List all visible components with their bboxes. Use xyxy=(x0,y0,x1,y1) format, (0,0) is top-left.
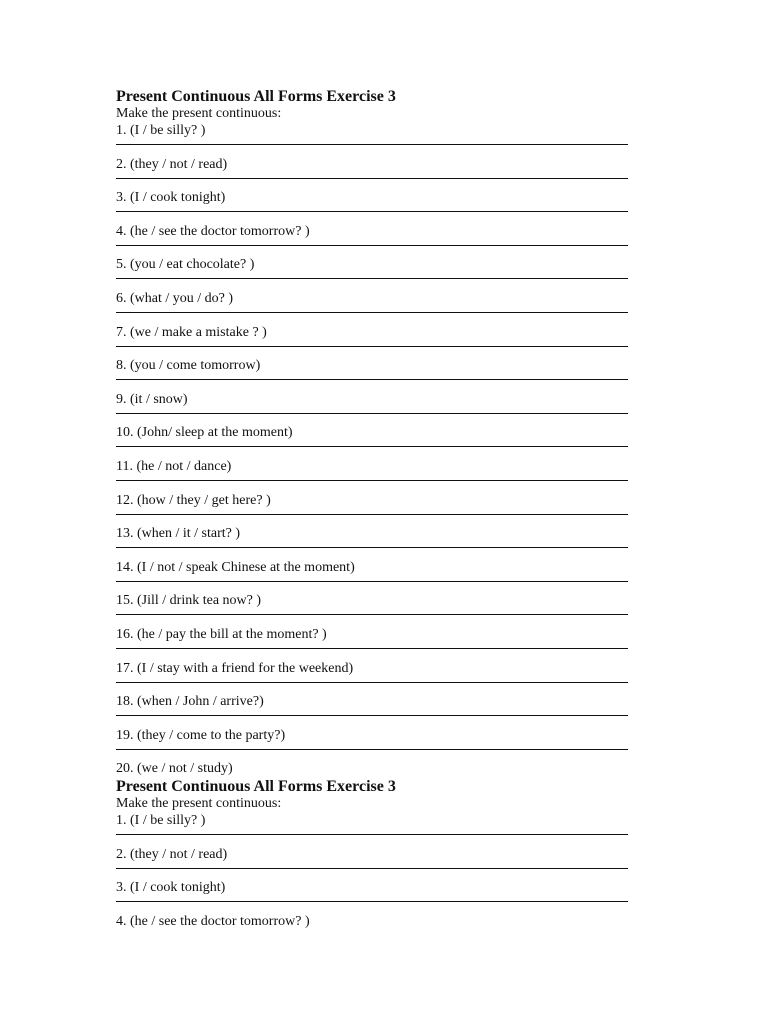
answer-line[interactable] xyxy=(116,514,628,515)
exercise-prompt: 16. (he / pay the bill at the moment? ) xyxy=(116,626,327,642)
worksheet-section-repeat xyxy=(116,778,628,931)
exercise-prompt: 17. (I / stay with a friend for the weekend) xyxy=(116,660,354,676)
exercise-prompt: 11. (he / not / dance) xyxy=(116,458,232,474)
exercise-item xyxy=(116,391,628,425)
exercise-item xyxy=(116,122,628,156)
answer-line[interactable] xyxy=(116,480,628,481)
answer-line[interactable] xyxy=(116,547,628,548)
exercise-prompt: 20. (we / not / study) xyxy=(116,761,233,777)
answer-line[interactable] xyxy=(116,581,628,582)
exercise-item xyxy=(116,525,628,559)
exercise-item xyxy=(116,256,628,290)
exercise-prompt: 9. (it / snow) xyxy=(116,391,188,407)
exercise-item xyxy=(116,660,628,694)
worksheet-section xyxy=(116,88,628,778)
answer-line[interactable] xyxy=(116,346,628,347)
exercise-prompt: 5. (you / eat chocolate? ) xyxy=(116,257,255,273)
exercise-item xyxy=(116,913,628,931)
exercise-item xyxy=(116,424,628,458)
exercise-item xyxy=(116,559,628,593)
exercise-prompt: 14. (I / not / speak Chinese at the moment) xyxy=(116,559,355,575)
answer-line[interactable] xyxy=(116,446,628,447)
answer-line[interactable] xyxy=(116,379,628,380)
exercise-prompt: 8. (you / come tomorrow) xyxy=(116,358,261,374)
exercise-prompt: 6. (what / you / do? ) xyxy=(116,290,234,306)
exercise-item xyxy=(116,492,628,526)
worksheet-instruction: Make the present continuous: xyxy=(116,796,282,812)
answer-line[interactable] xyxy=(116,901,628,902)
exercise-prompt: 3. (I / cook tonight) xyxy=(116,880,226,896)
exercise-item xyxy=(116,290,628,324)
exercise-item xyxy=(116,812,628,846)
exercise-item xyxy=(116,189,628,223)
exercise-item xyxy=(116,592,628,626)
exercise-prompt: 1. (I / be silly? ) xyxy=(116,813,206,829)
answer-line[interactable] xyxy=(116,682,628,683)
answer-line[interactable] xyxy=(116,834,628,835)
exercise-item xyxy=(116,693,628,727)
worksheet-title: Present Continuous All Forms Exercise 3 xyxy=(116,778,396,796)
exercise-prompt: 12. (how / they / get here? ) xyxy=(116,492,271,508)
exercise-item xyxy=(116,156,628,190)
exercise-prompt: 18. (when / John / arrive?) xyxy=(116,694,264,710)
exercise-prompt: 19. (they / come to the party?) xyxy=(116,727,286,743)
answer-line[interactable] xyxy=(116,614,628,615)
exercise-item xyxy=(116,357,628,391)
exercise-prompt: 13. (when / it / start? ) xyxy=(116,526,241,542)
exercise-prompt: 3. (I / cook tonight) xyxy=(116,190,226,206)
exercise-prompt: 4. (he / see the doctor tomorrow? ) xyxy=(116,914,310,930)
exercise-item xyxy=(116,846,628,880)
answer-line[interactable] xyxy=(116,648,628,649)
exercise-prompt: 15. (Jill / drink tea now? ) xyxy=(116,593,262,609)
exercise-prompt: 10. (John/ sleep at the moment) xyxy=(116,425,293,441)
answer-line[interactable] xyxy=(116,245,628,246)
answer-line[interactable] xyxy=(116,278,628,279)
exercise-item xyxy=(116,727,628,761)
exercise-item xyxy=(116,760,628,778)
answer-line[interactable] xyxy=(116,749,628,750)
exercise-prompt: 2. (they / not / read) xyxy=(116,156,228,172)
answer-line[interactable] xyxy=(116,144,628,145)
exercise-item xyxy=(116,626,628,660)
answer-line[interactable] xyxy=(116,178,628,179)
worksheet-page xyxy=(116,88,628,931)
answer-line[interactable] xyxy=(116,868,628,869)
answer-line[interactable] xyxy=(116,211,628,212)
worksheet-instruction: Make the present continuous: xyxy=(116,106,282,121)
answer-line[interactable] xyxy=(116,312,628,313)
exercise-prompt: 1. (I / be silly? ) xyxy=(116,123,206,138)
exercise-prompt: 4. (he / see the doctor tomorrow? ) xyxy=(116,223,310,239)
exercise-prompt: 2. (they / not / read) xyxy=(116,846,228,862)
worksheet-title: Present Continuous All Forms Exercise 3 xyxy=(116,88,396,105)
exercise-item xyxy=(116,324,628,358)
answer-line[interactable] xyxy=(116,715,628,716)
exercise-item xyxy=(116,879,628,913)
exercise-prompt: 7. (we / make a mistake ? ) xyxy=(116,324,267,340)
exercise-item xyxy=(116,223,628,257)
exercise-item xyxy=(116,458,628,492)
answer-line[interactable] xyxy=(116,413,628,414)
